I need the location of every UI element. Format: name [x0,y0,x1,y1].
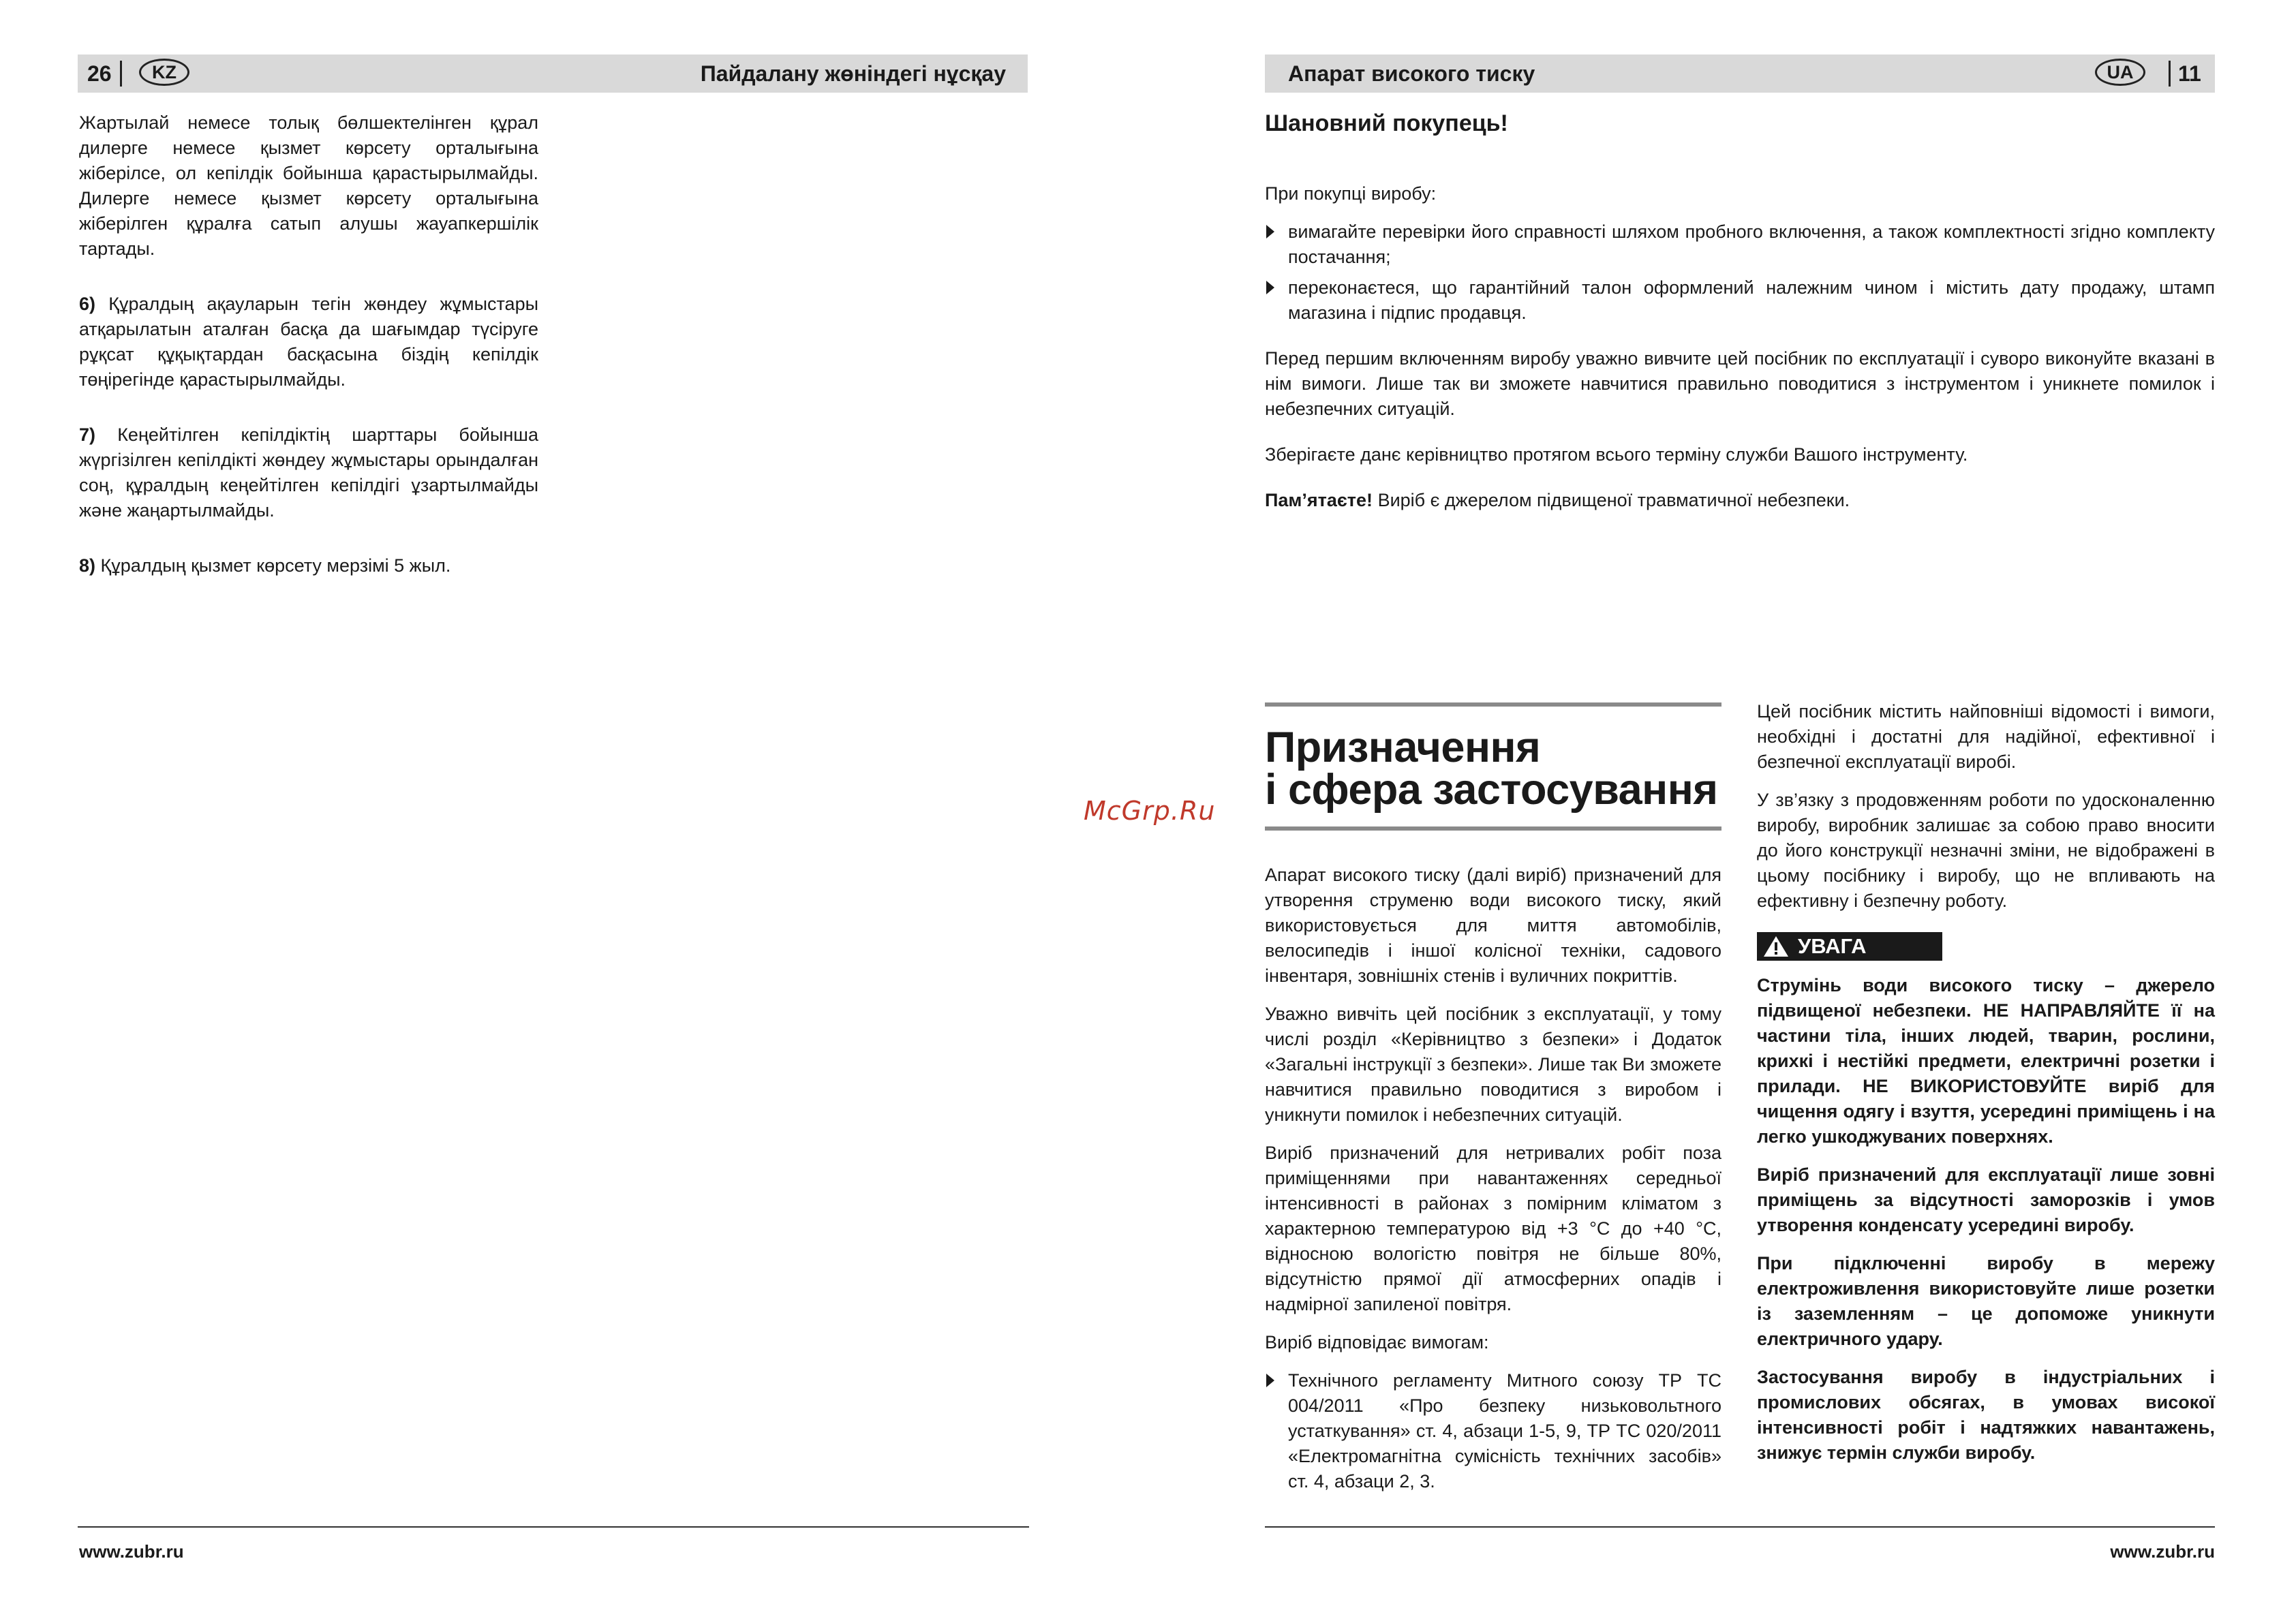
bullet-arrow-icon [1266,225,1274,238]
left-footer-rule [78,1526,1029,1528]
intro-label: При покупці виробу: [1265,183,1437,204]
right-header-divider [2169,61,2171,87]
section-title-line-1: Призначення [1265,724,1541,771]
watermark-text: McGrp.Ru [1084,796,1216,826]
right-intro-column [1265,181,2215,526]
section-title-top-rule [1265,702,1721,707]
intro-bullet-item: переконаєтеся, що гарантійний талон оформлений належним чином і містить дату продажу, штамп магазина і підпис продавця. [1265,275,2215,326]
warning-paragraph: При підключенні виробу в мережу електроживлення використовуйте лише розетки із заземленням – це допоможе уникнути електричного удару. [1757,1253,2215,1349]
remember-paragraph: Пам’ятаєте! Виріб є джерелом підвищеної травматичної небезпеки. [1265,490,1850,510]
warning-paragraph: Виріб призначений для експлуатації лише зовні приміщень за відсутності заморозків і умов утворення конденсату усередині виробу. [1757,1164,2215,1235]
info-paragraph: У зв’язку з продовженням роботи по удосконаленню виробу, виробник залишає за собою право вносити до його конструкції незначні зміни, не відображені в цьому посібнику і виробу, що не впливають на ефективну і безпечну роботу. [1757,790,2215,911]
greeting-heading: Шановний покупець! [1265,110,1508,136]
section-title-line-2: і сфера застосування [1265,766,1718,814]
section-title-bottom-rule [1265,826,1721,831]
right-lang-badge: UA [2095,59,2145,86]
warning-paragraph: Струмінь води високого тиску – джерело підвищеної небезпеки. НЕ НАПРАВЛЯЙТЕ її на частини тіла, інших людей, тварин, рослини, крихкі і нестійкі предмети, електричні розетки і прилади. НЕ ВИКОРИСТОВУЙТЕ виріб для чищення одягу і взуття, усередині приміщень і на легко ушкоджуваних поверхнях. [1757,975,2215,1147]
left-footer-url[interactable]: www.zubr.ru [79,1541,184,1562]
left-paragraph-1: Жартылай немесе толық бөлшектелінген құрал дилерге немесе қызмет көрсету орталығына жіберілсе, ол кепілдік бойынша қарастырылмайды. Дилерге немесе қызмет көрсету орталығына жіберілген құралға сатып алушы жауапкершілік тартады. [79,112,538,259]
purpose-paragraph: Апарат високого тиску (далі виріб) призначений для утворення струменю води високого тиску, який використовується для миття автомобілів, велосипедів і іншої колісної техніки, садового інвентаря, зовнішніх стенів і вуличних покриттів. [1265,865,1721,986]
left-page-number: 26 [87,61,112,86]
purpose-column [1265,863,1721,1507]
requirements-bullet-list [1265,1368,1721,1494]
warning-label: УВАГА [1798,934,1867,958]
purpose-paragraph: Уважно вивчіть цей посібник з експлуатації, у тому числі розділ «Керівництво з безпеки» і Додаток «Загальні інструкції з безпеки». Лише так Ви зможете навчитися правильно поводитися з виробом і уникнути помилок і небезпечних ситуацій. [1265,1004,1721,1125]
requirements-bullet-item: Технічного регламенту Митного союзу ТР ТС 004/2011 «Про безпеку низьковольтного устаткування» ст. 4, абзаци 1-5, 9, ТР ТС 020/2011 «Електромагнітна сумісність технічних засобів» ст. 4, абзаци 2, 3. [1265,1368,1721,1494]
bullet-arrow-icon [1266,281,1274,294]
left-paragraph-6: 6) Құралдың ақауларын тегін жөндеу жұмыстары атқарылатын аталған басқа да шағымдар түсіруге рұқсат құқықтардан басқасына біздің кепілдік төңірегінде қарастырылмайды. [79,294,538,390]
left-paragraph-7: 7) Кеңейтілген кепілдіктің шарттары бойынша жүргізілген кепілдікті жөндеу жұмыстары орындалған соң, құралдың кеңейтілген кепілдігі ұзартылмайды және жаңартылмайды. [79,424,538,521]
purpose-paragraph: Виріб відповідає вимогам: [1265,1332,1489,1352]
keep-manual-paragraph: Зберігаєте данє керівництво протягом всього терміну служби Вашого інструменту. [1265,444,1968,465]
bullet-arrow-icon [1266,1374,1274,1387]
left-header-title: Пайдалану жөніндегі нұсқау [700,61,1006,86]
warning-column [1757,973,2215,1479]
left-paragraph-8: 8) Құралдың қызмет көрсету мерзімі 5 жыл. [79,555,451,576]
intro-bullet-list [1265,219,2215,326]
left-lang-badge: KZ [139,59,189,86]
right-footer-url[interactable]: www.zubr.ru [2110,1541,2215,1562]
info-paragraph: Цей посібник містить найповніші відомості і вимоги, необхідні і достатні для надійної, ефективної і безпечної експлуатації виробі. [1757,701,2215,772]
left-header-divider [120,61,122,87]
purpose-paragraph: Виріб призначений для нетривалих робіт поза приміщеннями при навантаженнях середньої інтенсивності в районах з помірним кліматом з характерною температурою від +3 °C до +40 °C, відносною вологістю повітря не більше 80%, відсутністю прямої дії атмосферних опадів і надмірної запиленої повітря. [1265,1143,1721,1314]
warning-triangle-icon [1762,935,1790,958]
warning-paragraph: Застосування виробу в індустріальних і промислових обсягах, в умовах високої інтенсивності робіт і надтяжких навантажень, знижує термін служби виробу. [1757,1367,2215,1463]
intro-bullet-item: вимагайте перевірки його справності шляхом пробного включення, а також комплектності згідно комплекту постачання; [1265,219,2215,270]
info-column [1757,699,2215,927]
warning-banner [1757,932,1942,961]
right-footer-rule [1265,1526,2215,1528]
remember-label: Пам’ятаєте! [1265,490,1373,510]
left-body-column [79,110,538,591]
right-header-title: Апарат високого тиску [1288,61,1535,86]
right-page-number: 11 [2178,61,2201,86]
before-use-paragraph: Перед першим включенням виробу уважно вивчите цей посібник по експлуатації і суворо виконуйте вказані в нім вимоги. Лише так ви зможете навчитися правильно поводитися з інструментом і уникнете помилок і небезпечних ситуацій. [1265,348,2215,419]
